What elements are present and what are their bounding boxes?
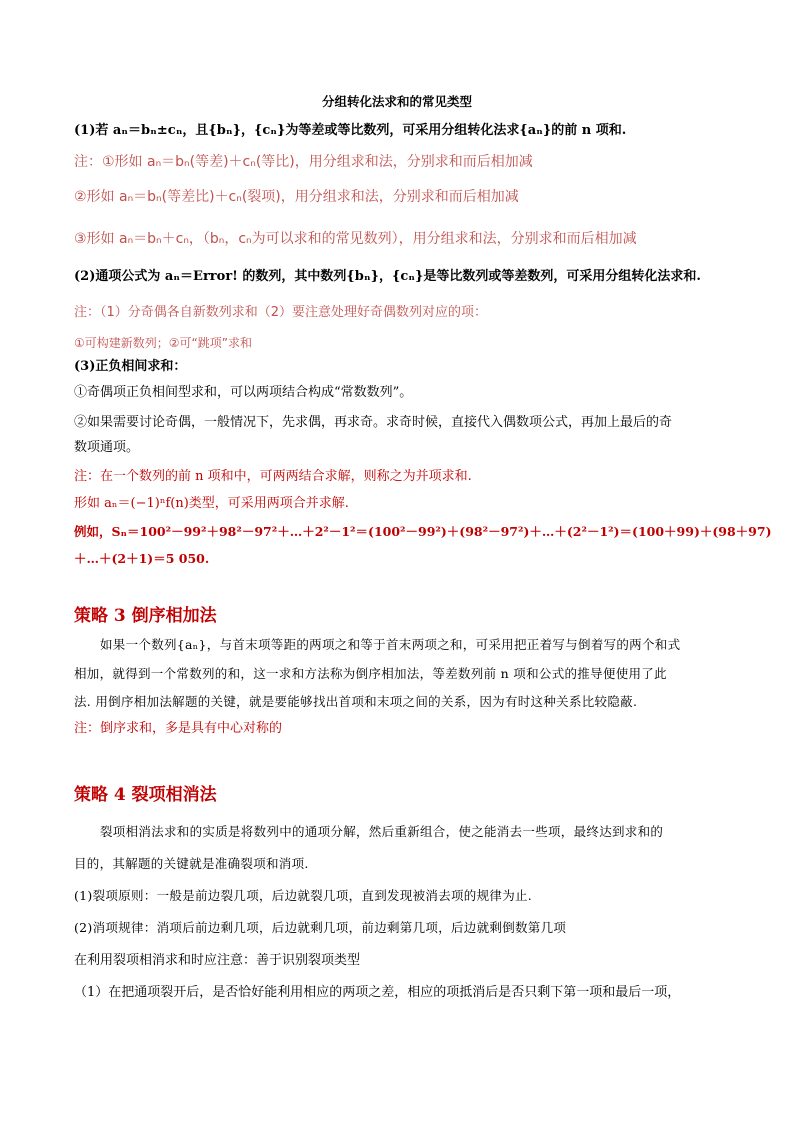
section1-note2: ②形如 aₙ＝bₙ(等差比)＋cₙ(裂项)，用分组求和法，分别求和而后相加减 [74,189,519,205]
page-title: 分组转化法求和的常见类型 [321,94,472,109]
strategy4-para1: 裂项相消法求和的实质是将数列中的通项分解，然后重新组合，使之能消去一些项，最终达到求和的 [100,824,664,839]
section1-line1: (1)若 aₙ＝bₙ±cₙ，且{bₙ}，{cₙ}为等差或等比数列，可采用分组转化法求{aₙ}的前 n 项和. [74,123,627,138]
section3-example1: 例如，Sₙ＝100²－99²＋98²－97²＋…＋2²－1²＝(100²－99²)＋(98²－97²)＋…＋(2²－1²)＝(100＋99)＋(98＋97) [74,524,772,539]
section1-note3: ③形如 aₙ＝bₙ＋cₙ，（bₙ，cₙ为可以求和的常见数列），用分组求和法，分别求和而后相加减 [74,231,637,247]
section2-line1: (2)通项公式为 aₙ＝Error! 的数列，其中数列{bₙ}，{cₙ}是等比数列或等差数列，可采用分组转化法求和. [74,269,701,284]
strategy4-note2: （1）在把通项裂开后，是否恰好能利用相应的两项之差，相应的项抵消后是否只剩下第一项和最后一项， [74,985,681,1000]
section3-item2b: 数项通项。 [74,440,140,455]
strategy3-para1: 如果一个数列{aₙ}，与首末项等距的两项之和等于首末两项之和，可采用把正着写与倒着写的两个和式 [100,637,681,652]
section2-note2: ①可构建新数列；②可“跳项”求和 [74,336,252,350]
section3-item1: ①奇偶项正负相间型求和，可以两项结合构成“常数数列”。 [74,385,413,400]
strategy4-rule2: (2)消项规律：消项后前边剩几项，后边就剩几项，前边剩第几项，后边就剩倒数第几项 [74,920,567,935]
strategy4-heading: 策略 4 裂项相消法 [74,785,217,805]
section3-line1: (3)正负相间求和： [74,359,187,374]
strategy4-note1: 在利用裂项相消求和时应注意：善于识别裂项类型 [74,953,361,968]
strategy4-rule1: (1)裂项原则：一般是前边裂几项，后边就裂几项，直到发现被消去项的规律为止. [74,888,533,903]
section2-note1: 注：（1）分奇偶各自新数列求和（2）要注意处理好奇偶数列对应的项： [74,305,488,320]
strategy3-para2: 相加，就得到一个常数列的和，这一求和方法称为倒序相加法，等差数列前 n 项和公式的推导便使用了此 [74,666,667,681]
section3-item2a: ②如果需要讨论奇偶，一般情况下，先求偶，再求奇。求奇时候，直接代入偶数项公式，再加上最后的奇 [74,415,673,430]
strategy3-note: 注：倒序求和，多是具有中心对称的 [74,721,283,736]
section3-note2: 形如 aₙ＝(−1)ⁿf(n)类型，可采用两项合并求解. [74,496,349,511]
strategy3-heading: 策略 3 倒序相加法 [74,606,217,626]
strategy4-para2: 目的，其解题的关键就是准确裂项和消项. [74,856,309,871]
section3-note1: 注：在一个数列的前 n 项和中，可两两结合求解，则称之为并项求和. [74,469,472,484]
strategy3-para3: 法. 用倒序相加法解题的关键，就是要能够找出首项和末项之间的关系，因为有时这种关系比较隐蔽. [74,694,638,709]
section3-example2: ＋…＋(2＋1)＝5 050. [74,551,210,566]
section1-note1: 注：①形如 aₙ＝bₙ(等差)＋cₙ(等比)，用分组求和法，分别求和而后相加减 [74,154,533,170]
